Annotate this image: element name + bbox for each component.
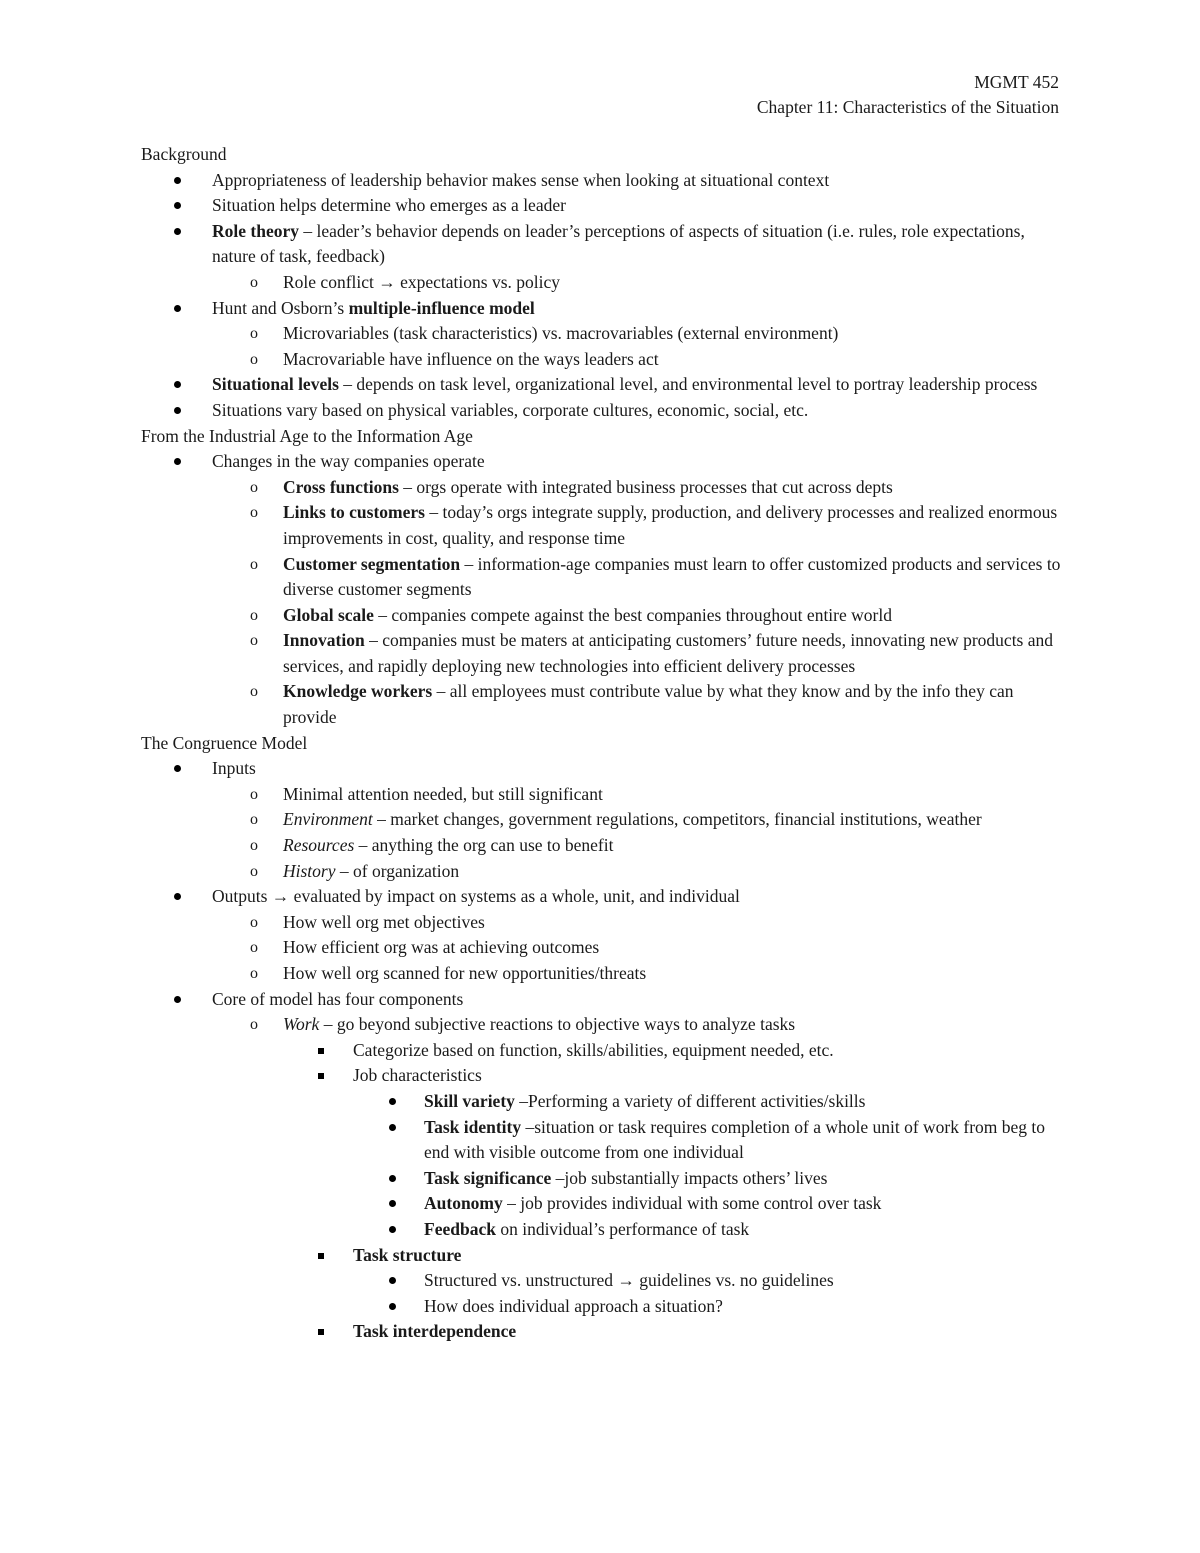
sub-list bbox=[141, 782, 1061, 884]
section-heading-industrial: From the Industrial Age to the Information Age bbox=[141, 425, 473, 446]
circle-bullet-icon: o bbox=[250, 965, 258, 982]
list-item: How does individual approach a situation? bbox=[141, 1294, 1061, 1320]
circle-bullet-icon: o bbox=[250, 504, 258, 522]
circle-bullet-icon: o bbox=[250, 350, 258, 368]
circle-bullet-icon: o bbox=[250, 606, 258, 624]
list-item: o Role conflict → expectations vs. policy bbox=[141, 270, 1061, 296]
list-item: o Minimal attention needed, but still significant bbox=[141, 782, 1061, 808]
list-item: Changes in the way companies operate o Cross functions – orgs operate with integrated business processes that cut across depts o Links to customers – today’s orgs integrate supply, production, and delivery processes and realized enormous improvements in cost, quality, and response time o Customer segmentation – information-age companies must learn to offer customized products and services to diverse customer segments o Global scale – companies compete against the best companies throughout entire world o Innovation – companies must be maters at anticipating customers’ future needs, innovating new products and services, and rapidly deploying new technologies into efficient delivery processes o Knowledge workers – all employees must contribute value by what they know and by the info they can provide bbox=[141, 449, 1061, 731]
page-header bbox=[757, 70, 1059, 120]
circle-bullet-icon: o bbox=[250, 555, 258, 573]
list-item: Outputs → evaluated by impact on systems as a whole, unit, and individual o How well org met objectives o How efficient org was at achieving outcomes o How well org scanned for new opportunities/threats bbox=[141, 884, 1061, 986]
industrial-list bbox=[141, 449, 1061, 731]
sub-list bbox=[141, 1012, 1061, 1345]
sub-list bbox=[141, 475, 1061, 731]
congruence-list bbox=[141, 756, 1061, 1345]
list-item: Situational levels – depends on task level, organizational level, and environmental level to portray leadership process bbox=[141, 372, 1061, 398]
list-item: o Innovation – companies must be maters at anticipating customers’ future needs, innovating new products and services, and rapidly deploying new technologies into efficient delivery processes bbox=[250, 630, 1054, 676]
list-item: o How well org met objectives bbox=[141, 910, 1061, 936]
list-item: o History – of organization bbox=[141, 859, 1061, 885]
circle-bullet-icon: o bbox=[250, 1016, 258, 1034]
list-item: Core of model has four components o Work – go beyond subjective reactions to objective ways to analyze tasks Categorize based on function, skills/abilities, equipment needed, etc. Job characteristics Skill variety –Performing a variety of different activities/skills Task identity –situation or task requires completion of a whole unit of work from beg to end with visible outcome from one individual Task significance –job substantially impacts others’ lives Autonomy – job provides individual with some control over task Feedback on individual’s performance of task Task structure Structured vs. unstructured → guidelines vs. no guidelines How does individual approach a situation? Task interdependence bbox=[141, 987, 1061, 1345]
list-item: Role theory – leader’s behavior depends on leader’s perceptions of aspects of situation (i.e. rules, role expectations, nature of task, feedback) o Role conflict → expectations vs. policy bbox=[141, 219, 1061, 296]
section-heading-congruence: The Congruence Model bbox=[141, 732, 308, 753]
sub-list bbox=[141, 1038, 1061, 1345]
circle-bullet-icon: o bbox=[250, 811, 258, 829]
section-heading-background: Background bbox=[141, 144, 227, 164]
circle-bullet-icon: o bbox=[250, 862, 258, 880]
list-item: Structured vs. unstructured → guidelines vs. no guidelines bbox=[141, 1268, 1061, 1294]
circle-bullet-icon: o bbox=[250, 632, 258, 650]
term-situational-levels: Situational levels bbox=[212, 374, 339, 395]
list-item: o Cross functions – orgs operate with integrated business processes that cut across depts bbox=[141, 475, 1061, 501]
sub-list bbox=[141, 910, 1061, 987]
course-code: MGMT 452 bbox=[974, 72, 1059, 92]
list-item: o Microvariables (task characteristics) vs. macrovariables (external environment) bbox=[141, 321, 1061, 347]
list-item: o Resources – anything the org can use to benefit bbox=[141, 833, 1061, 859]
list-item: Categorize based on function, skills/abilities, equipment needed, etc. bbox=[141, 1038, 1061, 1064]
list-item: Job characteristics Skill variety –Performing a variety of different activities/skills Task identity –situation or task requires completion of a whole unit of work from beg to end with visible outcome from one individual Task significance –job substantially impacts others’ lives Autonomy – job provides individual with some control over task Feedback on individual’s performance of task bbox=[141, 1063, 1061, 1242]
circle-bullet-icon: o bbox=[250, 785, 258, 803]
list-item: Situation helps determine who emerges as a leader bbox=[141, 193, 1061, 219]
list-item: Hunt and Osborn’s multiple-influence model o Microvariables (task characteristics) vs. macrovariables (external environment) o Macrovariable have influence on the ways leaders act bbox=[141, 296, 1061, 373]
list-item: o Global scale – companies compete against the best companies throughout entire world bbox=[141, 603, 1061, 629]
circle-bullet-icon: o bbox=[250, 325, 258, 343]
list-item: o Knowledge workers – all employees must contribute value by what they know and by the info they can provide bbox=[250, 681, 1014, 728]
list-item: Inputs o Minimal attention needed, but still significant o Environment – market changes, government regulations, competitors, financial institutions, weather o Resources – anything the org can use to benefit o History – of organization bbox=[141, 756, 1061, 884]
list-item: Task significance –job substantially impacts others’ lives bbox=[141, 1166, 1061, 1192]
circle-bullet-icon: o bbox=[250, 683, 258, 701]
list-item: Task identity –situation or task requires completion of a whole unit of work from beg to end with visible outcome from one individual bbox=[141, 1115, 1061, 1166]
list-item: o Environment – market changes, government regulations, competitors, financial institutions, weather bbox=[141, 807, 1061, 833]
list-item: Task interdependence bbox=[141, 1319, 1061, 1345]
list-item: o Macrovariable have influence on the ways leaders act bbox=[141, 347, 1061, 373]
list-item: o Customer segmentation – information-age companies must learn to offer customized products and services to diverse customer segments bbox=[250, 553, 1061, 600]
list-item: o How well org scanned for new opportunities/threats bbox=[141, 961, 1061, 987]
background-list bbox=[141, 168, 1061, 424]
list-item: Autonomy – job provides individual with some control over task bbox=[141, 1191, 1061, 1217]
list-item: Task structure Structured vs. unstructured → guidelines vs. no guidelines How does individual approach a situation? bbox=[141, 1243, 1061, 1320]
list-item: Situations vary based on physical variables, corporate cultures, economic, social, etc. bbox=[141, 398, 1061, 424]
circle-bullet-icon: o bbox=[250, 273, 258, 291]
list-item: Feedback on individual’s performance of task bbox=[141, 1217, 1061, 1243]
list-item: o How efficient org was at achieving outcomes bbox=[141, 935, 1061, 961]
notes-body bbox=[141, 142, 1061, 1345]
term-role-theory: Role theory bbox=[212, 220, 299, 241]
sub-list bbox=[141, 321, 1061, 372]
chapter-title: Chapter 11: Characteristics of the Situation bbox=[756, 97, 1059, 117]
list-item: Skill variety –Performing a variety of different activities/skills bbox=[141, 1089, 1061, 1115]
list-item: o Links to customers – today’s orgs integrate supply, production, and delivery processes and realized enormous improvements in cost, quality, and response time bbox=[250, 502, 1058, 548]
list-item: o Work – go beyond subjective reactions to objective ways to analyze tasks Categorize based on function, skills/abilities, equipment needed, etc. Job characteristics Skill variety –Performing a variety of different activities/skills Task identity –situation or task requires completion of a whole unit of work from beg to end with visible outcome from one individual Task significance –job substantially impacts others’ lives Autonomy – job provides individual with some control over task Feedback on individual’s performance of task Task structure Structured vs. unstructured → guidelines vs. no guidelines How does individual approach a situation? Task interdependence bbox=[141, 1012, 1061, 1345]
circle-bullet-icon: o bbox=[250, 913, 258, 931]
sub-list bbox=[141, 270, 1061, 296]
circle-bullet-icon: o bbox=[250, 939, 258, 957]
circle-bullet-icon: o bbox=[250, 478, 258, 496]
sub-list bbox=[141, 1089, 1061, 1243]
sub-list bbox=[141, 1268, 1061, 1319]
circle-bullet-icon: o bbox=[250, 837, 258, 855]
list-item: Appropriateness of leadership behavior makes sense when looking at situational context bbox=[141, 168, 1061, 194]
term-multiple-influence: multiple-influence model bbox=[348, 297, 535, 318]
